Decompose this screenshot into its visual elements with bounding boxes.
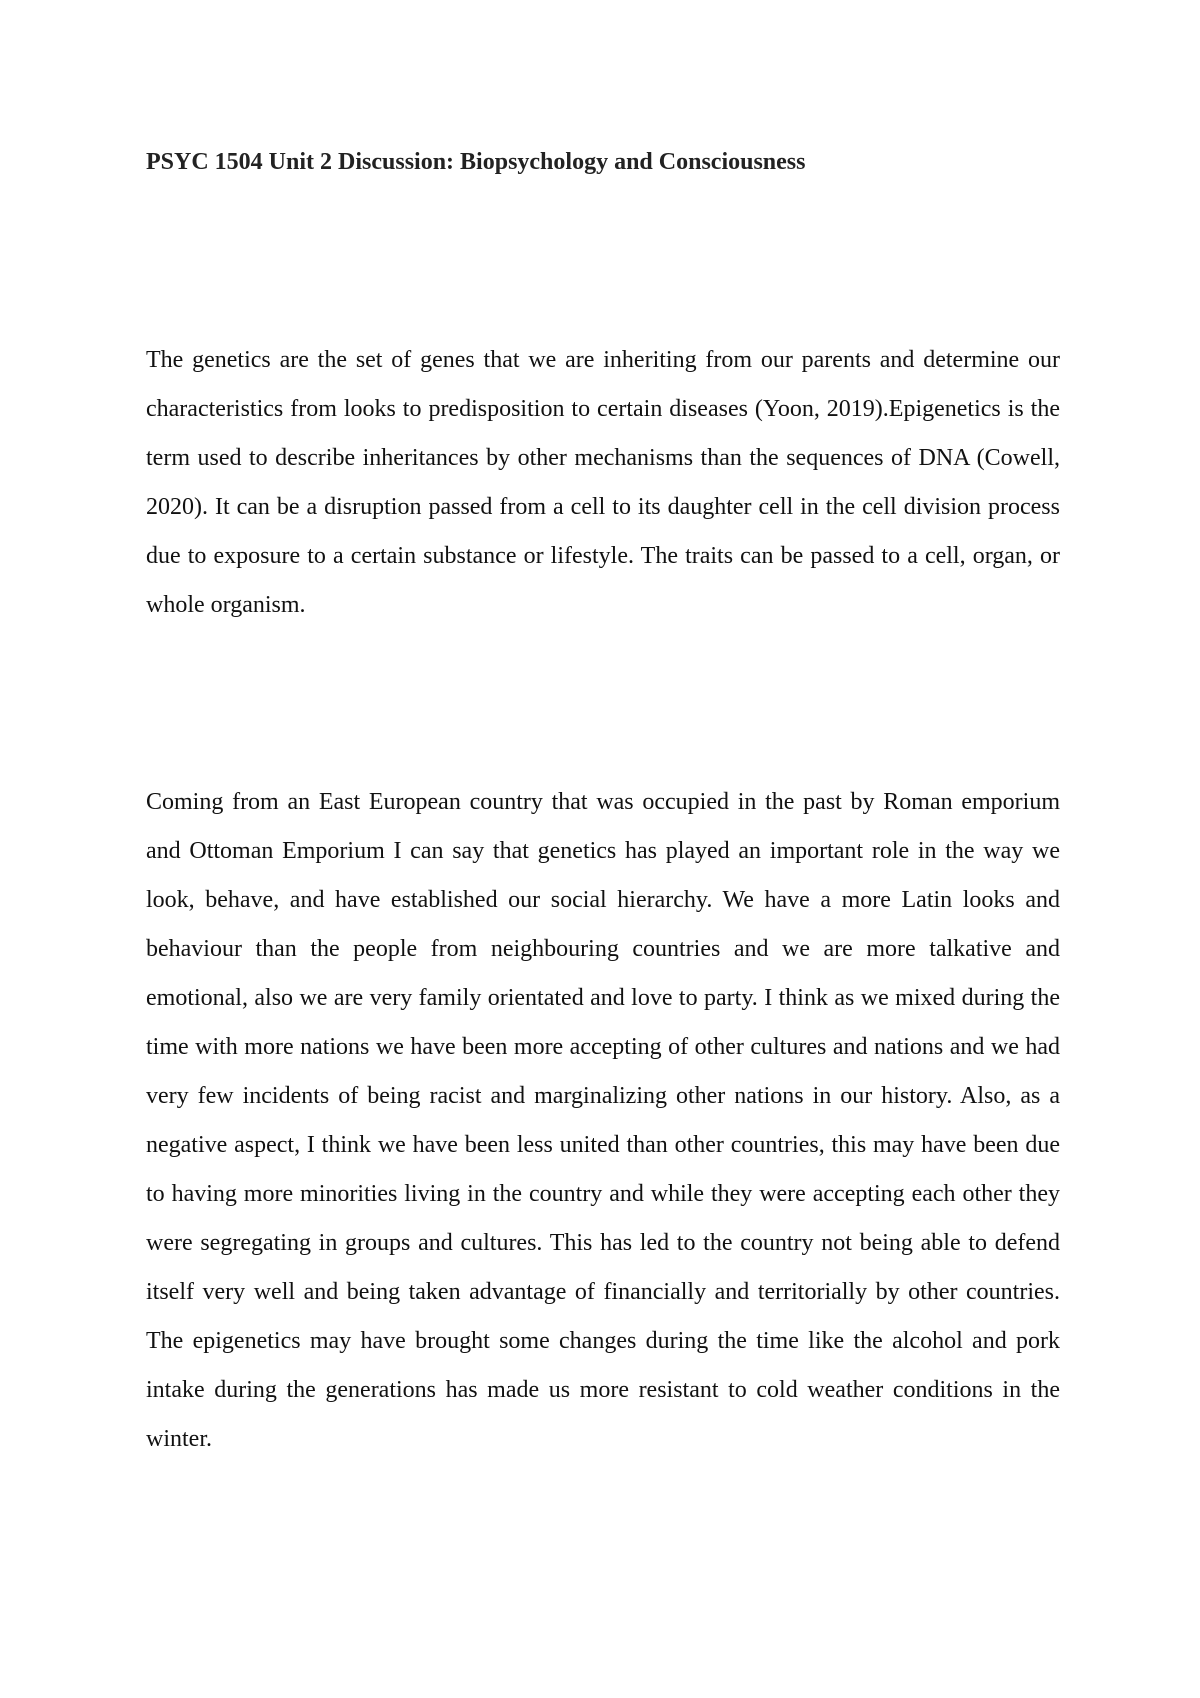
paragraph-personal-reflection: Coming from an East European country that was occupied in the past by Roman emporium and Ottoman Emporium I can say that genetics has played an important role in the way we look, behave, and have established our social hierarchy. We have a more Latin looks and behaviour than the people from neighbouring countries and we are more talkative and emotional, also we are very family orientated and love to party. I think as we mixed during the time with more nations we have been more accepting of other cultures and nations and we had very few incidents of being racist and marginalizing other nations in our history. Also, as a negative aspect, I think we have been less united than other countries, this may have been due to having more minorities living in the country and while they were accepting each other they were segregating in groups and cultures. This has led to the country not being able to defend itself very well and being taken advantage of financially and territorially by other countries. The epigenetics may have brought some changes during the time like the alcohol and pork intake during the generations has made us more resistant to cold weather conditions in the winter. bbox=[146, 789, 1060, 1452]
paragraph-genetics-definition: The genetics are the set of genes that we are inheriting from our parents and determine our characteristics from looks to predisposition to certain diseases (Yoon, 2019).Epigenetics is the term used to describe inheritances by other mechanisms than the sequences of DNA (Cowell, 2020). It can be a disruption passed from a cell to its daughter cell in the cell division process due to exposure to a certain substance or lifestyle. The traits can be passed to a cell, organ, or whole organism. bbox=[146, 347, 1060, 618]
document-title: PSYC 1504 Unit 2 Discussion: Biopsychology and Consciousness bbox=[146, 149, 806, 175]
